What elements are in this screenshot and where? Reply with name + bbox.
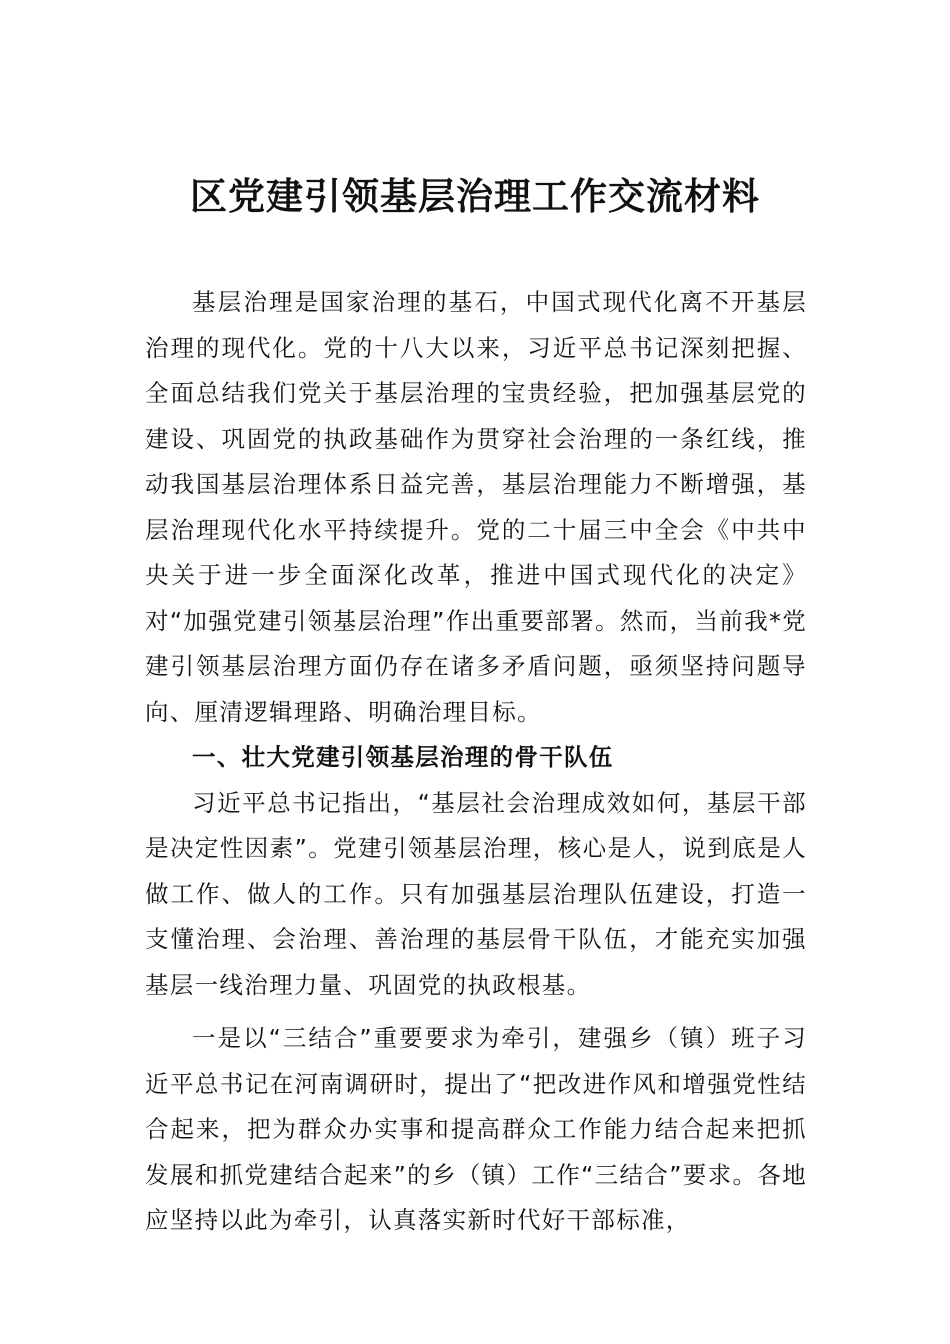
- document-title: 区党建引领基层治理工作交流材料: [190, 174, 760, 218]
- paragraph-point-1: 一是以“三结合”重要要求为牵引，建强乡（镇）班子习近平总书记在河南调研时，提出了“把改进作风和增强党性结合起来，把为群众办实事和提高群众工作能力结合起来把抓发展和抓党建结合起来”的乡（镇）工作“三结合”要求。各地应坚持以此为牵引，认真落实新时代好干部标准，: [145, 1024, 807, 1234]
- document-body: [145, 280, 807, 1244]
- paragraph-section-1: 习近平总书记指出，“基层社会治理成效如何，基层干部是决定性因素”。党建引领基层治理，核心是人，说到底是人做工作、做人的工作。只有加强基层治理队伍建设，打造一支懂治理、会治理、善治理的基层骨干队伍，才能充实加强基层一线治理力量、巩固党的执政根基。: [145, 788, 807, 999]
- paragraph-intro: 基层治理是国家治理的基石，中国式现代化离不开基层治理的现代化。党的十八大以来，习近平总书记深刻把握、全面总结我们党关于基层治理的宝贵经验，把加强基层党的建设、巩固党的执政基础作为贯穿社会治理的一条红线，推动我国基层治理体系日益完善，基层治理能力不断增强，基层治理现代化水平持续提升。党的二十届三中全会《中共中央关于进一步全面深化改革，推进中国式现代化的决定》对“加强党建引领基层治理”作出重要部署。然而，当前我*党建引领基层治理方面仍存在诸多矛盾问题，亟须坚持问题导向、厘清逻辑理路、明确治理目标。: [145, 288, 807, 726]
- section-heading-1: 一、壮大党建引领基层治理的骨干队伍: [192, 743, 614, 771]
